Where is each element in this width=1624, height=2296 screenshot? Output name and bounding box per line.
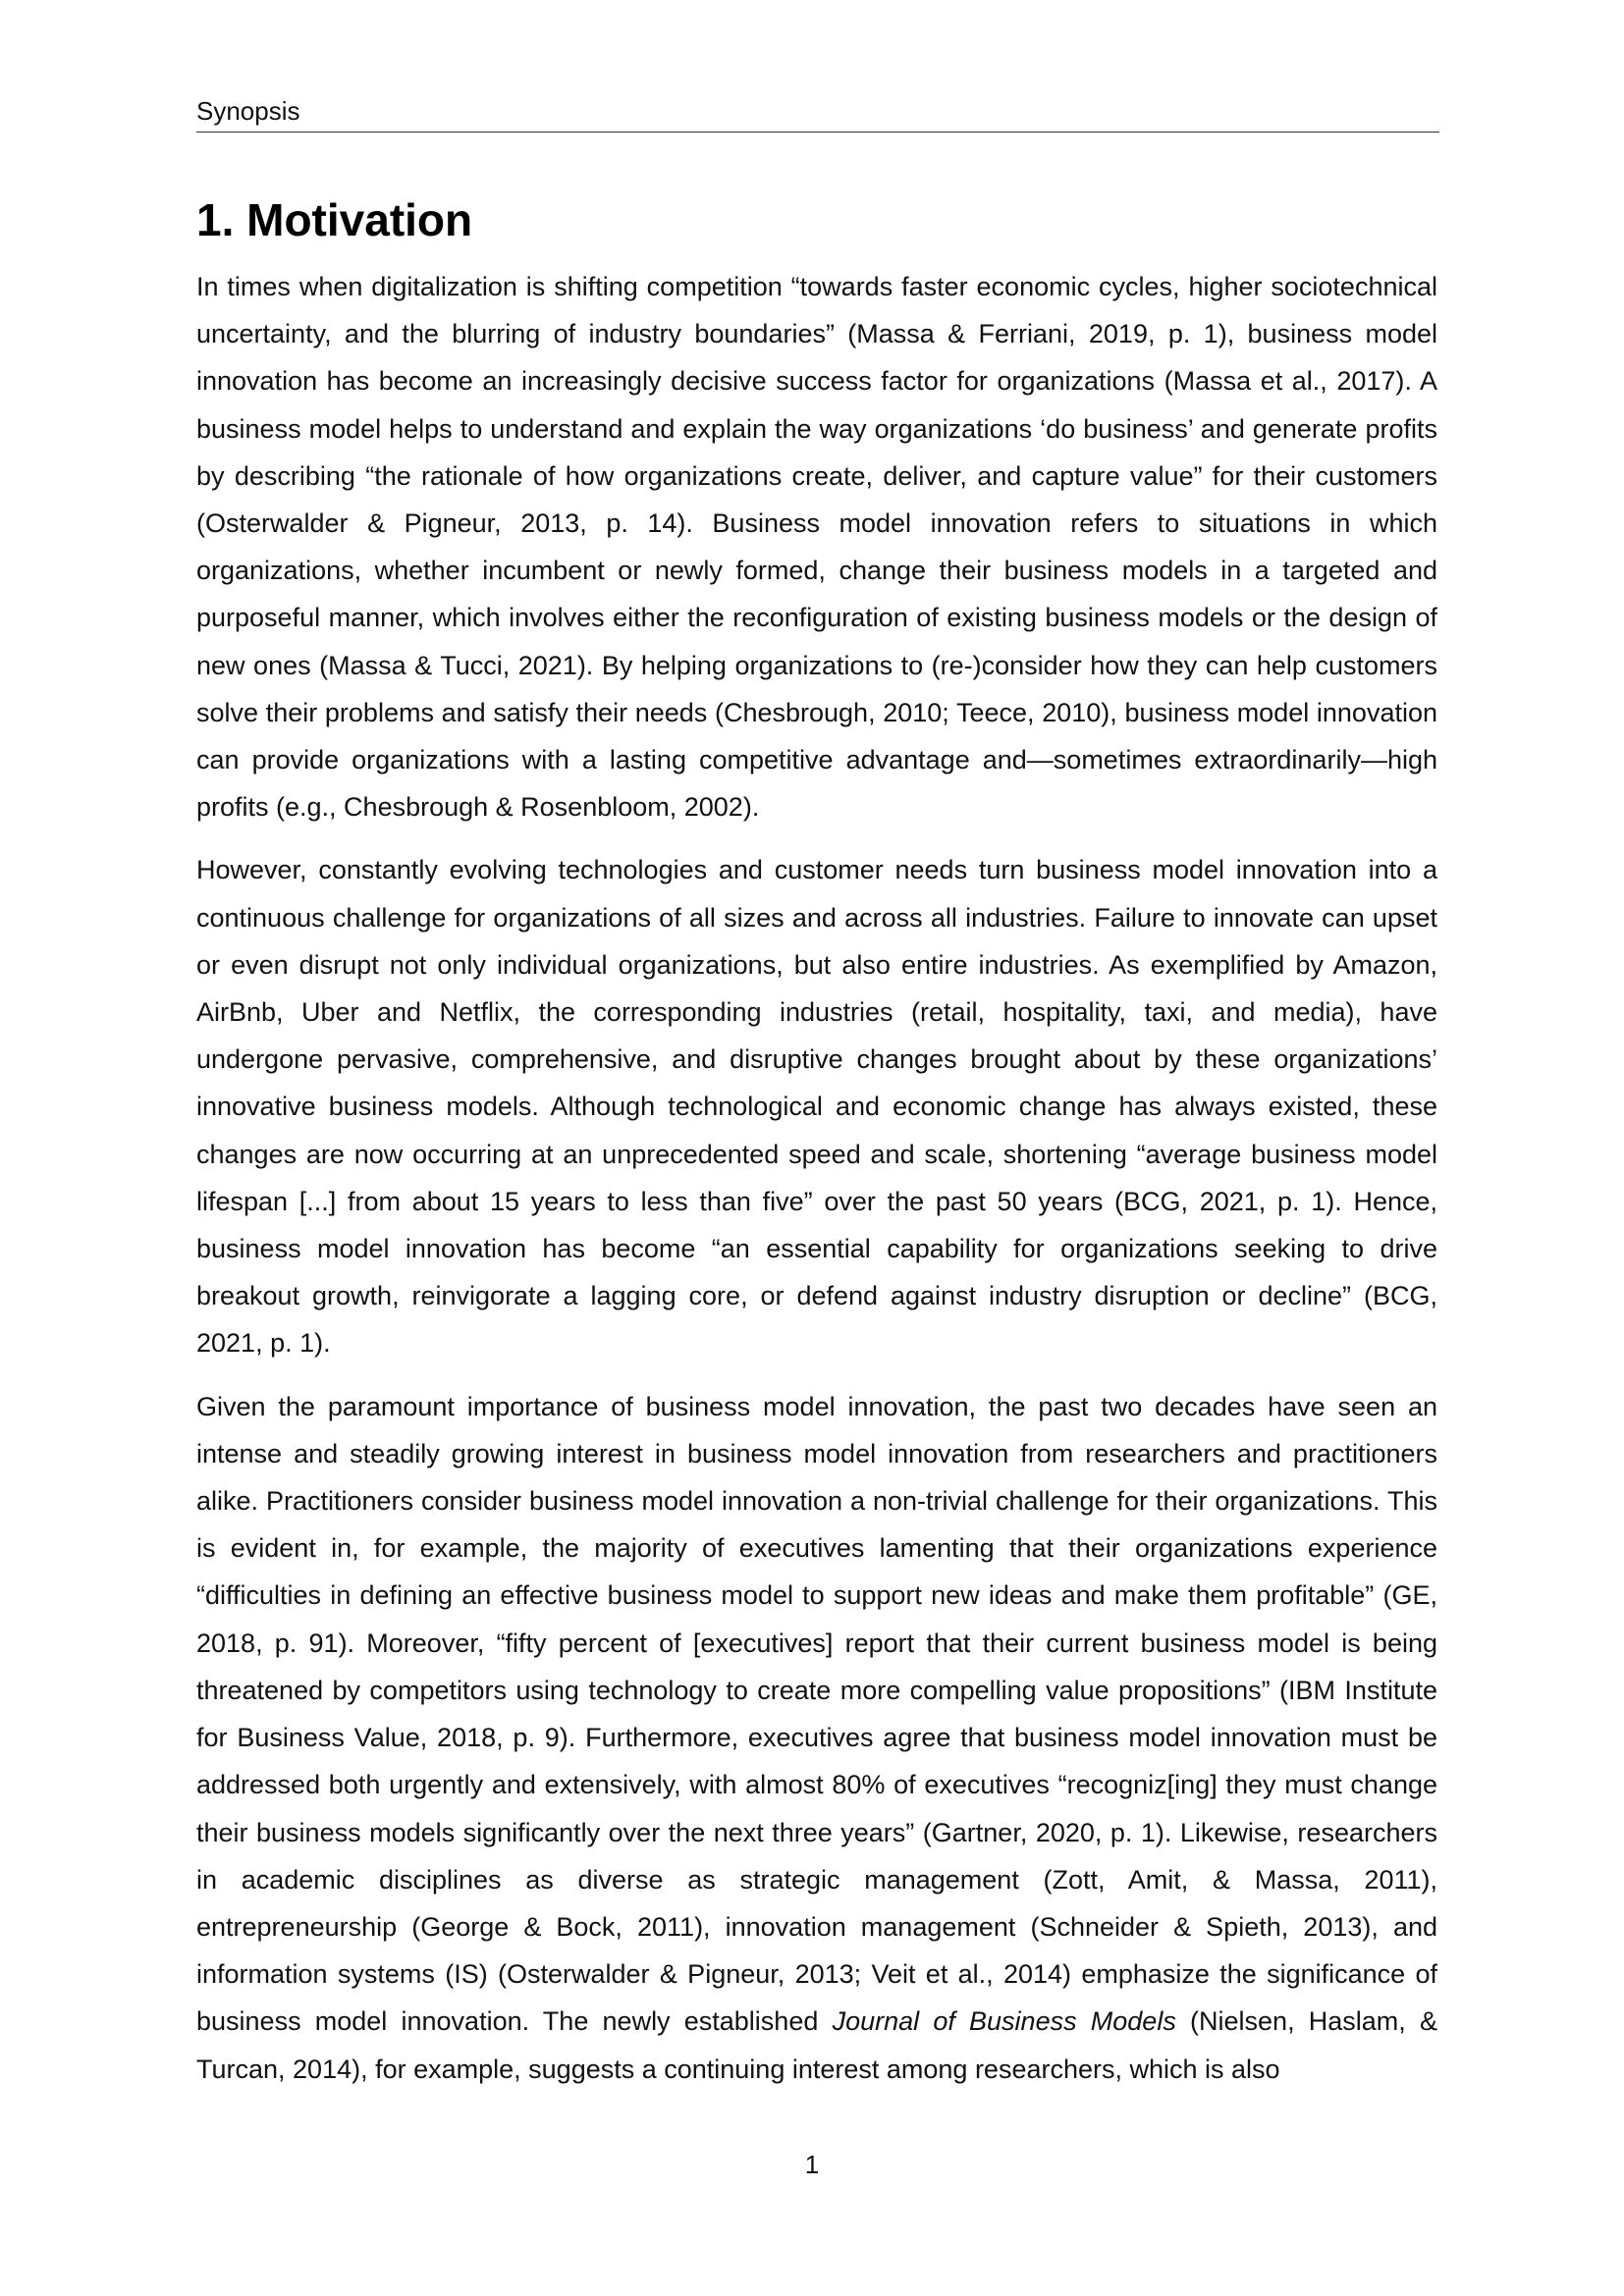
section-heading: 1. Motivation [196, 194, 473, 245]
page-body [196, 192, 1437, 2109]
paragraph-1: In times when digitalization is shifting competition “towards faster economic cycles, higher sociotechnical uncertainty, and the blurring of industry boundaries” (Massa & Ferriani, 2019, p. 1), business model innovation has become an increasingly decisive success factor for organizations (Massa et al., 2017). A business model helps to understand and explain the way organizations ‘do business’ and generate profits by describing “the rationale of how organizations create, deliver, and capture value” for their customers (Osterwalder & Pigneur, 2013, p. 14). Business model innovation refers to situations in which organizations, whether incumbent or newly formed, change their business models in a targeted and purposeful manner, which involves either the reconfiguration of existing business models or the design of new ones (Massa & Tucci, 2021). By helping organizations to (re-)consider how they can help customers solve their problems and satisfy their needs (Chesbrough, 2010; Teece, 2010), business model innovation can provide organizations with a lasting competitive advantage and—sometimes extraordinarily—high profits (e.g., Chesbrough & Rosenbloom, 2002). [196, 272, 1437, 823]
page-number: 1 [804, 2150, 820, 2179]
running-header [196, 94, 1439, 133]
journal-title: Journal of Business Models [832, 2006, 1176, 2037]
paragraph-3 [196, 1383, 1437, 2093]
paragraph-3-text-start: Given the paramount importance of business model innovation, the past two decades have seen an intense and steadily growing interest in business model innovation from researchers and practitioners alike. Practitioners consider business model innovation a non-trivial challenge for their organizations. This is evident in, for example, the majority of executives lamenting that their organizations experience “difficulties in defining an effective business model to support new ideas and make them profitable” (GE, 2018, p. 91). Moreover, “fifty percent of [executives] report that their current business model is being threatened by competitors using technology to create more compelling value propositions” (IBM Institute for Business Value, 2018, p. 9). Furthermore, executives agree that business model innovation must be addressed both urgently and extensively, with almost 80% of executives “recogniz[ing] they must change their business models significantly over the next three years” (Gartner, 2020, p. 1). Likewise, researchers in academic disciplines as diverse as strategic management (Zott, Amit, & Massa, 2011), entrepreneurship (George & Bock, 2011), innovation management (Schneider & Spieth, 2013), and information systems (IS) (Osterwalder & Pigneur, 2013; Veit et al., 2014) emphasize the significance of business model innovation. The newly established [196, 1391, 1437, 2037]
running-title: Synopsis [196, 96, 300, 126]
paragraph-2: However, constantly evolving technologies and customer needs turn business model innovation into a continuous challenge for organizations of all sizes and across all industries. Failure to innovate can upset or even disrupt not only individual organizations, but also entire industries. As exemplified by Amazon, AirBnb, Uber and Netflix, the corresponding industries (retail, hospitality, taxi, and media), have undergone pervasive, comprehensive, and disruptive changes brought about by these organizations’ innovative business models. Although technological and economic change has always existed, these changes are now occurring at an unprecedented speed and scale, shortening “average business model lifespan [...] from about 15 years to less than five” over the past 50 years (BCG, 2021, p. 1). Hence, business model innovation has become “an essential capability for organizations seeking to drive breakout growth, reinvigorate a lagging core, or defend against industry disruption or decline” (BCG, 2021, p. 1). [196, 855, 1437, 1359]
paragraph-3-text-end: (Nielsen, Haslam, & Turcan, 2014), for example, suggests a continuing interest among researchers, which is also [196, 2006, 1437, 2084]
